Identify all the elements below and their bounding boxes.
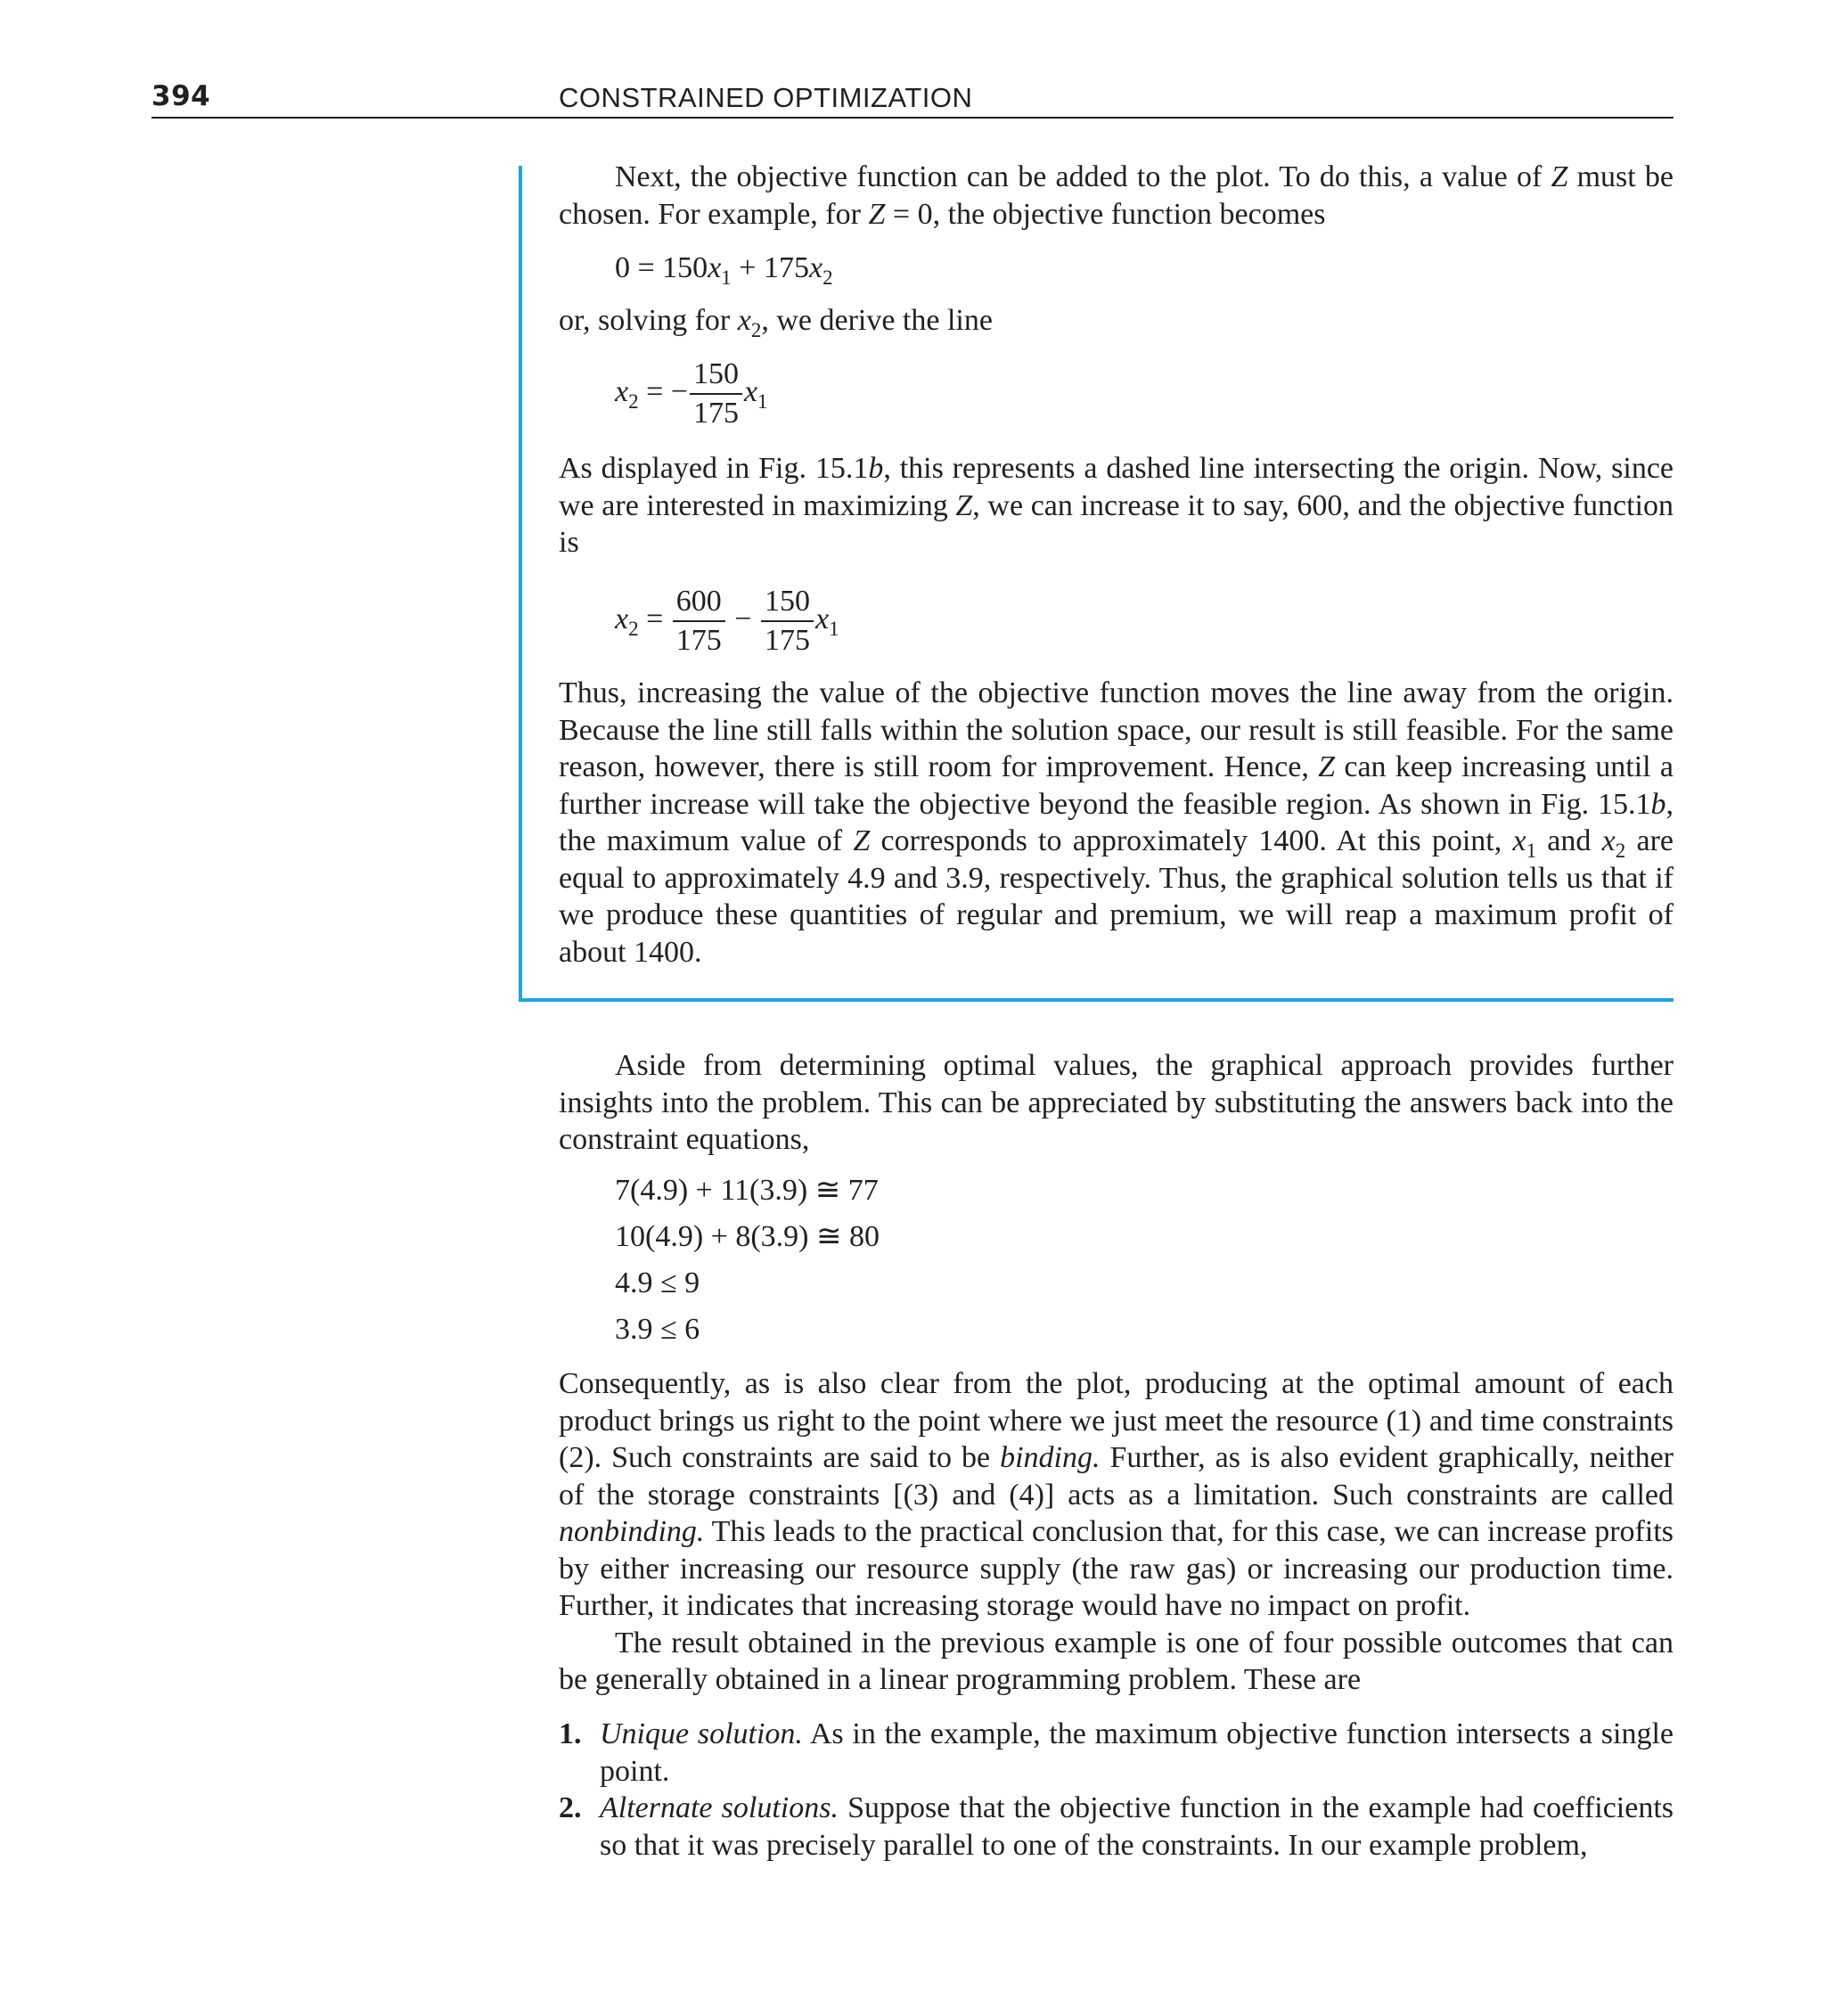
list-item-title: Unique solution. [600, 1717, 803, 1750]
list-item-text: Suppose that the objective function in the example had coefficients so that it was precisely parallel to one of the constraints. In our example problem, [600, 1791, 1674, 1862]
paragraph-text: As displayed in Fig. 15.1b, this represents a dashed line intersecting the origin. Now, since we are interested in maximizing Z, we can increase it to say, 600, and the objective function is [559, 452, 1674, 559]
paragraph-maximum-profit [559, 675, 1674, 971]
paragraph-text: Thus, increasing the value of the objective function moves the line away from the origin. Because the line still falls within the solution space, our result is still feasible. For the same reason, however, there is still room for improvement. Hence, Z can keep increasing until a further increase will take the objective beyond the feasible region. As shown in Fig. 15.1b, the maximum value of Z corresponds to approximately 1400. At this point, $x_1$ and $x_2$ are equal to approximately 4.9 and 3.9, respectively. Thus, the graphical solution tells us that if we produce these quantities of regular and premium, we will reap a maximum profit of about 1400. [559, 676, 1674, 969]
paragraph-dashed-line [559, 450, 1674, 561]
paragraph-insights [559, 1047, 1674, 1159]
list-item-title: Alternate solutions. [600, 1791, 839, 1824]
header-rule [151, 117, 1674, 119]
fraction: $\frac{150}{175}$ [761, 583, 814, 660]
paragraph-text: Next, the objective function can be added to the plot. To do this, a value of Z must be chosen. For example, for Z = 0, the objective function becomes [559, 160, 1674, 231]
paragraph-outcomes: The result obtained in the previous example is one of four possible outcomes that can be generally obtained in a linear programming problem. These are [559, 1626, 1674, 1696]
list-item [559, 1790, 1674, 1864]
constraint-check-2: 10(4.9) + 8(3.9) ≅ 80 [615, 1220, 880, 1253]
paragraph-binding [559, 1365, 1674, 1699]
list-item-text: As in the example, the maximum objective function intersects a single point. [600, 1717, 1674, 1788]
constraint-check-1: 7(4.9) + 11(3.9) ≅ 77 [615, 1174, 879, 1207]
paragraph-objective-intro [559, 159, 1674, 233]
paragraph-text: or, solving for $x_2$, we derive the line [559, 304, 993, 341]
fraction: $\frac{150}{175}$ [690, 356, 742, 432]
paragraph-solving [559, 302, 1674, 340]
page-number: 394 [151, 80, 211, 112]
list-number: 2. [559, 1791, 582, 1824]
equation-z-zero: $0 = 150x_1 + 175x_2$ [615, 251, 833, 289]
list-item [559, 1716, 1674, 1790]
list-number: 1. [559, 1717, 582, 1750]
paragraph-text: Aside from determining optimal values, the graphical approach provides further insights into the problem. This can be appreciated by substituting the answers back into the constraint equations, [559, 1049, 1674, 1156]
equation-x2-line: $x_2$ = − $\frac{150}{175}$ $x_1$ [615, 352, 768, 432]
fraction: $\frac{600}{175}$ [673, 583, 725, 660]
constraint-check-3: 4.9 ≤ 9 [615, 1266, 700, 1299]
paragraph-text: Consequently, as is also clear from the plot, producing at the optimal amount of each product brings us right to the point where we just meet the resource (1) and time constraints (2). Such constraints are said to be binding. Further, as is also evident graphically, neither of the storage constraints [(3) and (4)] acts as a limitation. Such constraints are called nonbinding. This leads to the practical conclusion that, for this case, we can increase profits by either increasing our resource supply (the raw gas) or increasing our production time. Further, it indicates that increasing storage would have no impact on profit. [559, 1367, 1674, 1622]
running-title: CONSTRAINED OPTIMIZATION [559, 82, 973, 113]
equation-z-600: $x_2$ = $\frac{600}{175}$ − $\frac{150}{175}$ $x_1$ [615, 579, 839, 660]
constraint-checks [615, 1168, 880, 1353]
constraint-check-4: 3.9 ≤ 6 [615, 1313, 700, 1346]
outcomes-list [559, 1716, 1674, 1864]
